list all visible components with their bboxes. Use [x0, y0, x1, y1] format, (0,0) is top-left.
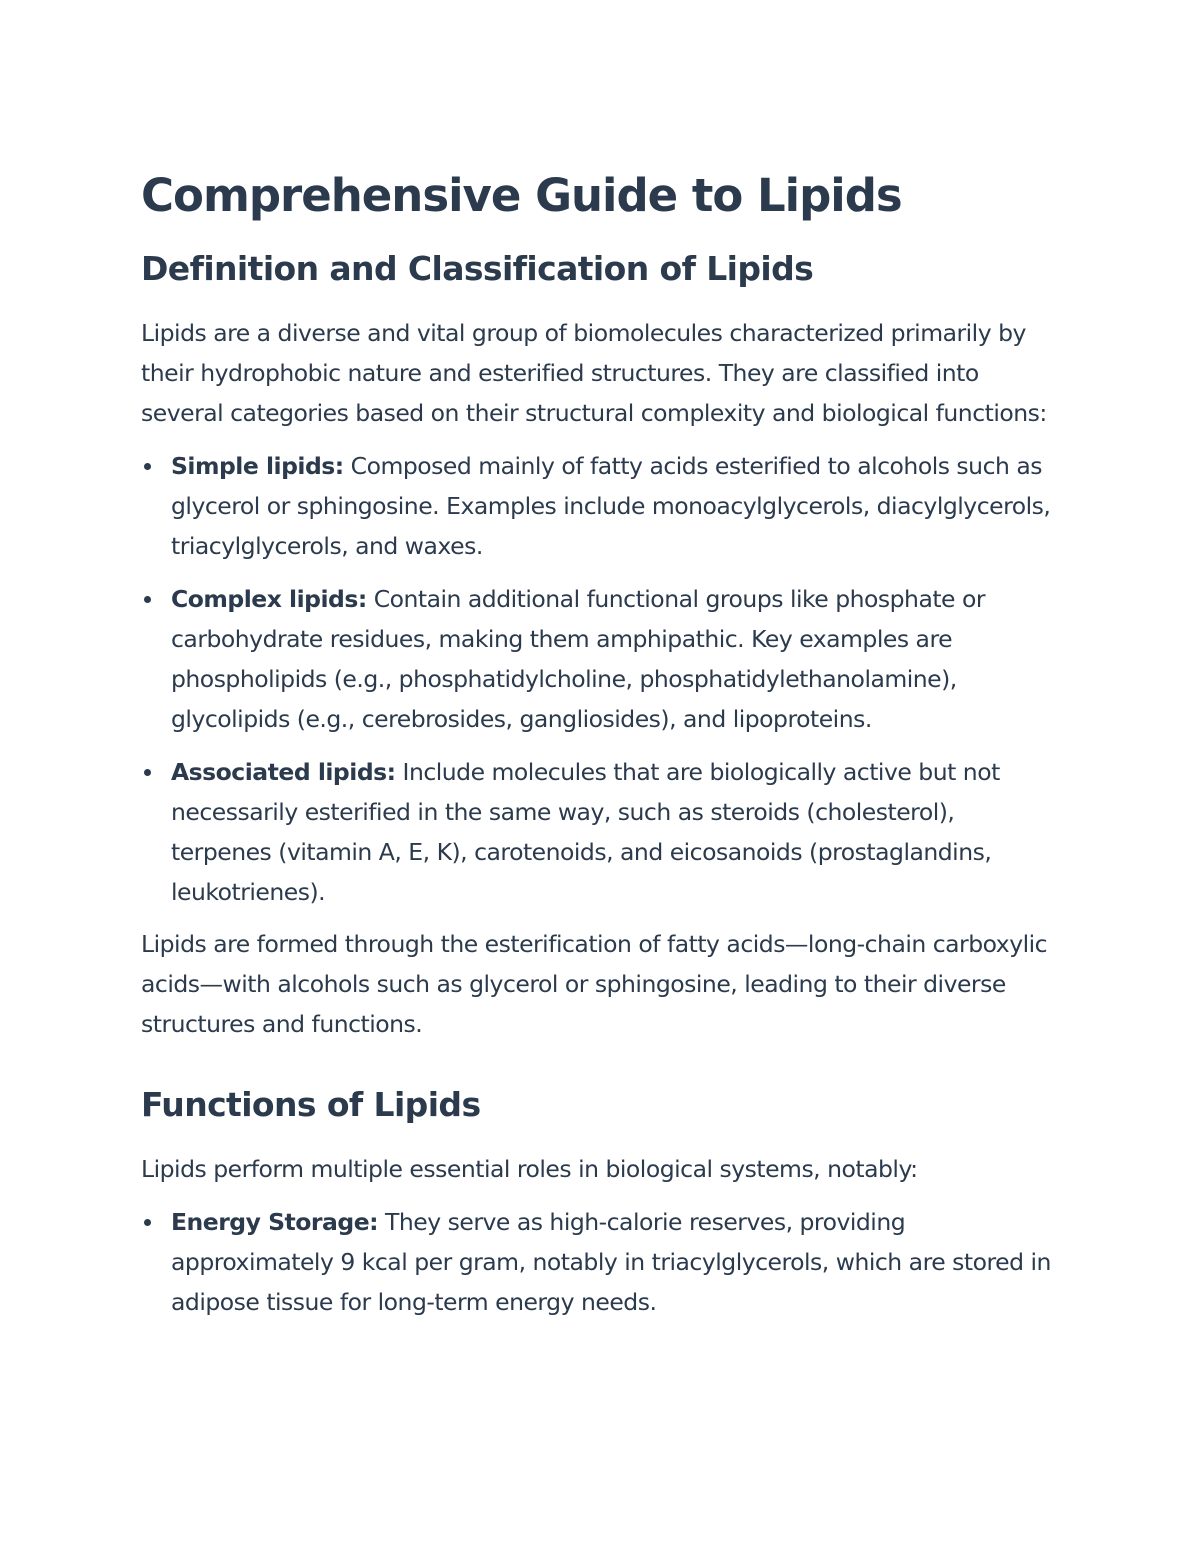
list-item [141, 579, 1061, 739]
bullet-icon [144, 769, 151, 776]
list-item-text: Composed mainly of fatty acids esterified to alcohols such as glycerol or sphingosine. Examples include monoacylglycerols, diacylglycerols, triacylglycerols, and waxes. [171, 452, 1051, 560]
classification-list [141, 446, 1061, 912]
list-item-term: Energy Storage: [171, 1208, 379, 1236]
section-heading-definition: Definition and Classification of Lipids [141, 249, 814, 288]
section-heading-functions: Functions of Lipids [141, 1085, 481, 1124]
list-item [141, 1202, 1061, 1322]
section-closing-definition: Lipids are formed through the esterification of fatty acids—long-chain carboxylic acids—with alcohols such as glycerol or sphingosine, leading to their diverse structures and functions. [141, 930, 1048, 1038]
list-item [141, 446, 1061, 566]
section-intro-functions: Lipids perform multiple essential roles in biological systems, notably: [141, 1155, 918, 1183]
list-item-text: They serve as high-calorie reserves, providing approximately 9 kcal per gram, notably in triacylglycerols, which are stored in adipose tissue for long-term energy needs. [171, 1208, 1051, 1316]
bullet-icon [144, 1219, 151, 1226]
list-item [141, 752, 1061, 912]
bullet-icon [144, 596, 151, 603]
list-item-text: Include molecules that are biologically active but not necessarily esterified in the same way, such as steroids (cholesterol), terpenes (vitamin A, E, K), carotenoids, and eicosanoids (prostaglandins, leukotrienes). [171, 758, 1000, 906]
document-title: Comprehensive Guide to Lipids [141, 169, 902, 222]
bullet-icon [144, 463, 151, 470]
section-intro-definition: Lipids are a diverse and vital group of biomolecules characterized primarily by their hydrophobic nature and esterified structures. They are classified into several categories based on their structural complexity and biological functions: [141, 319, 1047, 427]
list-item-term: Simple lipids: [171, 452, 344, 480]
functions-list [141, 1202, 1061, 1322]
document-page [141, 160, 1061, 1322]
list-item-term: Complex lipids: [171, 585, 367, 613]
list-item-term: Associated lipids: [171, 758, 396, 786]
list-item-text: Contain additional functional groups like phosphate or carbohydrate residues, making them amphipathic. Key examples are phospholipids (e.g., phosphatidylcholine, phosphatidylethanolamine), glycolipids (e.g., cerebrosides, gangliosides), and lipoproteins. [171, 585, 986, 733]
